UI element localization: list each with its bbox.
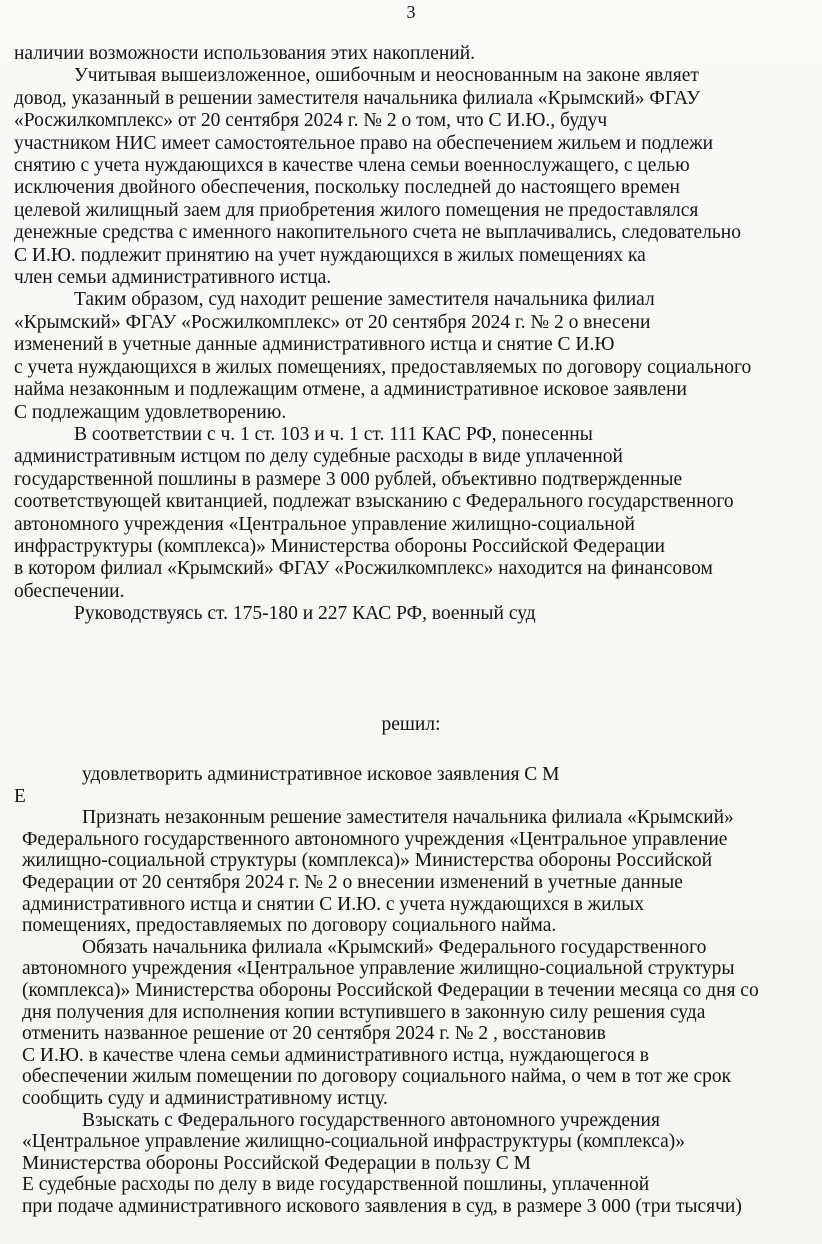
text-line: Министерства обороны Российской Федерации в пользу С М bbox=[22, 1152, 531, 1174]
text-line: обеспечении. bbox=[14, 580, 125, 602]
text-line: Таким образом, суд находит решение заместителя начальника филиал bbox=[74, 289, 655, 311]
text-line: В соответствии с ч. 1 ст. 103 и ч. 1 ст. 111 КАС РФ, понесенны bbox=[74, 423, 593, 445]
text-block-top bbox=[14, 43, 820, 626]
text-line: Федерального государственного автономного учреждения «Центральное управление bbox=[22, 828, 728, 850]
text-line: автономного учреждения «Центральное управление жилищно-социальной структуры bbox=[22, 958, 735, 980]
text-line: инфраструктуры (комплекса)» Министерства обороны Российской Федерации bbox=[14, 535, 665, 557]
text-line: отменить названное решение от 20 сентября 2024 г. № 2 , восстановив bbox=[22, 1023, 606, 1045]
text-line: изменений в учетные данные административного истца и снятие С И.Ю bbox=[14, 334, 615, 356]
text-line: С И.Ю. подлежит принятию на учет нуждающихся в жилых помещениях ка bbox=[14, 244, 646, 266]
text-line: целевой жилищный заем для приобретения жилого помещения не предоставлялся bbox=[14, 199, 699, 221]
text-line: государственной пошлины в размере 3 000 рублей, объективно подтвержденные bbox=[14, 468, 683, 490]
text-line: автономного учреждения «Центральное управление жилищно-социальной bbox=[14, 513, 635, 535]
text-line: С И.Ю. в качестве члена семьи административного истца, нуждающегося в bbox=[22, 1044, 649, 1066]
text-line: при подаче административного искового заявления в суд, в размере 3 000 (три тысячи) bbox=[22, 1195, 742, 1217]
text-line: административным истцом по делу судебные расходы в виде уплаченной bbox=[14, 446, 623, 468]
text-line: удовлетворить административное исковое заявления С М bbox=[82, 764, 560, 785]
text-line: обеспечении жилым помещении по договору социального найма, о чем в тот же срок bbox=[22, 1066, 732, 1088]
text-line: член семьи административного истца. bbox=[14, 267, 332, 289]
text-line: с учета нуждающихся в жилых помещениях, предоставляемых по договору социального bbox=[14, 356, 752, 378]
text-line: административного истца и снятии С И.Ю. с учета нуждающихся в жилых bbox=[22, 893, 645, 915]
text-line: соответствующей квитанцией, подлежат взысканию с Федерального государственного bbox=[14, 491, 734, 513]
text-line: помещениях, предоставляемых по договору социального найма. bbox=[22, 915, 557, 937]
text-line: довод, указанный в решении заместителя начальника филиала «Крымский» ФГАУ bbox=[14, 87, 701, 109]
text-line: Взыскать с Федерального государственного автономного учреждения bbox=[82, 1109, 660, 1131]
text-line: в котором филиал «Крымский» ФГАУ «Росжилкомплекс» находится на финансовом bbox=[14, 558, 713, 580]
text-line: (комплекса)» Министерства обороны Российской Федерации в течении месяца со дня со bbox=[22, 979, 759, 1001]
text-block-bottom bbox=[14, 764, 820, 1217]
text-line: найма незаконным и подлежащим отмене, а административное исковое заявлени bbox=[14, 379, 687, 401]
text-line: снятию с учета нуждающихся в качестве члена семьи военнослужащего, с целью bbox=[14, 155, 690, 177]
text-line: денежные средства с именного накопительного счета не выплачивались, следовательно bbox=[14, 222, 741, 244]
text-line: «Крымский» ФГАУ «Росжилкомплекс» от 20 сентября 2024 г. № 2 о внесени bbox=[14, 311, 651, 333]
text-line: исключения двойного обеспечения, поскольку последней до настоящего времен bbox=[14, 177, 680, 199]
text-line: жилищно-социальной структуры (комплекса)» Министерства обороны Российской bbox=[22, 850, 713, 872]
text-line: Признать незаконным решение заместителя начальника филиала «Крымский» bbox=[82, 807, 734, 829]
page-number: 3 bbox=[406, 2, 416, 22]
text-line: участником НИС имеет самостоятельное право на обеспечением жильем и подлежи bbox=[14, 132, 714, 154]
text-line: дня получения для исполнения копии вступившего в законную силу решения суда bbox=[22, 1001, 706, 1023]
decision-heading: решил: bbox=[381, 714, 441, 735]
text-line: «Центральное управление жилищно-социальной инфраструктуры (комплекса)» bbox=[22, 1131, 685, 1153]
text-line: сообщить суду и административному истцу. bbox=[22, 1087, 388, 1109]
document-body-top bbox=[14, 43, 820, 626]
text-line: Руководствуясь ст. 175-180 и 227 КАС РФ, военный суд bbox=[74, 603, 536, 625]
text-line: Обязать начальника филиала «Крымский» Федерального государственного bbox=[82, 936, 707, 958]
text-line: Е bbox=[14, 785, 26, 807]
text-line: Учитывая вышеизложенное, ошибочным и неоснованным на законе являет bbox=[74, 65, 699, 87]
document-body-bottom bbox=[14, 764, 820, 1217]
text-line: наличии возможности использования этих накоплений. bbox=[14, 43, 476, 64]
text-line: С подлежащим удовлетворению. bbox=[14, 401, 287, 423]
text-line: Федерации от 20 сентября 2024 г. № 2 о внесении изменений в учетные данные bbox=[22, 871, 683, 893]
text-line: «Росжилкомплекс» от 20 сентября 2024 г. № 2 о том, что С И.Ю., будуч bbox=[14, 110, 608, 132]
text-line: Е судебные расходы по делу в виде государственной пошлины, уплаченной bbox=[22, 1174, 650, 1196]
